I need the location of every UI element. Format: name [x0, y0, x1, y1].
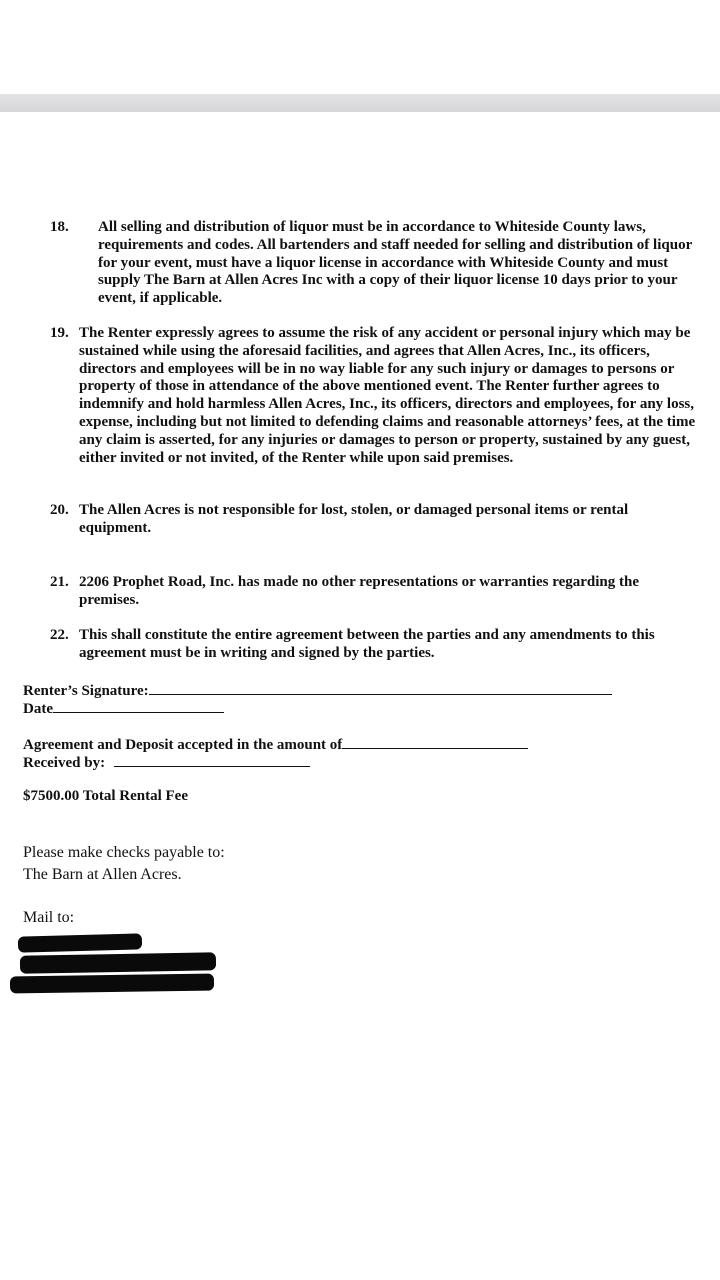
clause-text: This shall constitute the entire agreement between the parties and any amendments to this agreement must be in writing and signed by the parties. — [79, 627, 655, 661]
renter-signature-blank — [149, 680, 612, 695]
renter-signature-line — [23, 680, 612, 700]
agreement-amount-label: Agreement and Deposit accepted in the amount of — [23, 737, 343, 753]
mail-to-label: Mail to: — [23, 909, 75, 926]
agreement-amount-line — [23, 734, 528, 754]
redacted-address-line-3 — [10, 974, 214, 994]
clause-number: 20. — [50, 502, 69, 518]
date-line — [23, 698, 224, 718]
clause-number: 19. — [50, 325, 69, 341]
payee-name: The Barn at Allen Acres. — [23, 866, 182, 883]
date-label: Date — [23, 701, 53, 717]
app-top-bar — [0, 94, 720, 112]
agreement-amount-blank — [342, 734, 528, 749]
clause-text: The Renter expressly agrees to assume the risk of any accident or personal injury which may be sustained while using the aforesaid facilities, and agrees that Allen Acres, Inc., its officers, directors and employees will be in no way liable for any such injury or damages to persons or property of those in attendance of the above mentioned event. The Renter further agrees to indemnify and hold harmless Allen Acres, Inc., its officers, directors and employees, for any loss, expense, including but not limited to defending claims and reasonable attorneys’ fees, at the time any claim is asserted, for any injuries or damages to person or property, sustained by any guest, either invited or not invited, of the Renter while upon said premises. — [79, 325, 696, 466]
clause-text: 2206 Prophet Road, Inc. has made no other representations or warranties regarding the premises. — [79, 574, 639, 608]
clause-text: The Allen Acres is not responsible for lost, stolen, or damaged personal items or rental equipment. — [79, 502, 629, 536]
clause-number: 18. — [50, 219, 69, 235]
redacted-address-line-1 — [18, 933, 142, 952]
clause-number: 21. — [50, 574, 69, 590]
clause-text: All selling and distribution of liquor must be in accordance to Whiteside County laws, requirements and codes. All bartenders and staff needed for selling and distribution of liquor for your event, must have a liquor license in accordance with Whiteside County and must supply The Barn at Allen Acres Inc with a copy of their liquor license 10 days prior to your event, if applicable. — [98, 219, 692, 307]
renter-signature-label: Renter’s Signature: — [23, 683, 149, 699]
date-blank — [53, 698, 224, 713]
received-by-blank — [114, 752, 310, 767]
redacted-address-line-2 — [20, 952, 216, 973]
received-by-label: Received by: — [23, 755, 106, 771]
payment-instruction: Please make checks payable to: — [23, 844, 225, 861]
received-by-line — [23, 752, 310, 772]
clause-number: 22. — [50, 627, 69, 643]
total-rental-fee: $7500.00 Total Rental Fee — [23, 788, 188, 804]
